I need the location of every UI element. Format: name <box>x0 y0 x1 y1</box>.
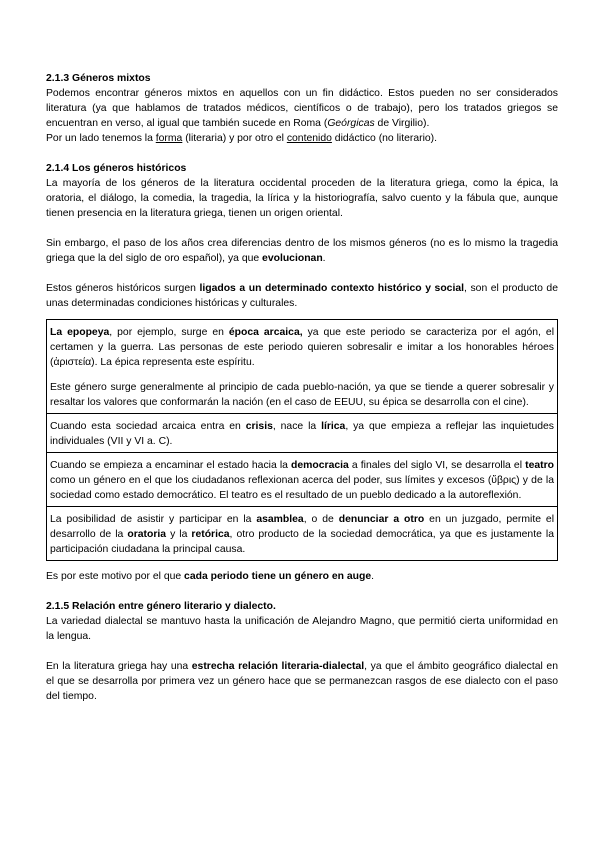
text: Podemos encontrar géneros mixtos en aquellos con un fin didáctico. Estos pueden no ser considerados literatura (ya que hablamos de tratados médicos, científicos o de trabajo), pero los tratados griegos se encuentran en verso, al igual que también sucede en Roma ( <box>46 88 558 129</box>
teatro-text <box>50 458 554 503</box>
bold-retorica: retórica <box>191 529 230 540</box>
bold-epoca-arcaica: época arcaica, <box>228 327 303 338</box>
text: Es por este motivo por el que <box>46 571 185 582</box>
heading-2-1-4: 2.1.4 Los géneros históricos <box>46 163 187 174</box>
paragraph-dialecto-2 <box>46 659 558 704</box>
paragraph-mixtos-1 <box>46 86 558 131</box>
paragraph-mixtos-2 <box>46 131 558 146</box>
text: , ya que el ámbito geográfico dialectal en el que se desarrolla por primera vez un género hace que se permanezcan rasgos de ese dialecto con el paso del tiempo. <box>46 661 558 702</box>
bold-genero-en-auge: cada periodo tiene un género en auge <box>184 571 372 582</box>
text: de Virgilio). <box>374 118 430 129</box>
text: (literaria) y por otro el <box>182 133 287 144</box>
bold-oratoria: oratoria <box>127 529 167 540</box>
genres-table <box>46 319 558 561</box>
heading-2-1-3: 2.1.3 Géneros mixtos <box>46 73 151 84</box>
oratoria-text <box>50 512 554 557</box>
table-row-lirica <box>47 413 557 452</box>
heading-2-1-5: 2.1.5 Relación entre género literario y dialecto. <box>46 601 276 612</box>
bold-democracia: democracia <box>291 460 349 471</box>
paragraph-conclusion <box>46 569 558 584</box>
underlined-forma: forma <box>155 133 183 144</box>
bold-evolucionan: evolucionan <box>262 253 323 264</box>
text: . <box>322 253 326 264</box>
bold-denunciar: denunciar a otro <box>338 514 425 525</box>
text: Sin embargo, el paso de los años crea diferencias dentro de los mismos géneros (no es lo mismo la tragedia griega que la del siglo de oro español), ya que <box>46 238 558 264</box>
underlined-contenido: contenido <box>286 133 332 144</box>
section-2-1-5 <box>46 599 558 704</box>
text: , ya que empieza a reflejar las inquietudes individuales (VII y VI a. C). <box>50 421 555 447</box>
epopeya-text-1 <box>50 325 554 370</box>
text: a finales del siglo VI, se desarrolla el <box>348 460 526 471</box>
text: en un juzgado, permite el desarrollo de la <box>50 514 555 540</box>
text: , otro producto de la sociedad democrática, ya que es justamente la participación ciudadana la principal causa. <box>50 529 554 555</box>
paragraph-dialecto-1: La variedad dialectal se mantuvo hasta la unificación de Alejandro Magno, que permitió cierta uniformidad en la lengua. <box>46 616 558 642</box>
text: En la literatura griega hay una <box>46 661 192 672</box>
document-page <box>46 71 558 704</box>
text: , o de <box>303 514 339 525</box>
bold-asamblea: asamblea <box>256 514 304 525</box>
text: Por un lado tenemos la <box>46 133 156 144</box>
text: Cuando se empieza a encaminar el estado hacia la <box>50 460 292 471</box>
italic-georgicas: Geórgicas <box>327 118 375 129</box>
bold-epopeya: La epopeya <box>50 327 110 338</box>
text: , por ejemplo, surge en <box>109 327 229 338</box>
text: , nace la <box>272 421 322 432</box>
bold-contexto: ligados a un determinado contexto histórico y social <box>199 283 465 294</box>
text: , son el producto de unas determinadas condiciones históricas y culturales. <box>46 283 558 309</box>
epopeya-text-2: Este género surge generalmente al principio de cada pueblo-nación, ya que se tiende a querer sobresalir y resaltar los valores que conformarán la nación (en el caso de EEUU, su épica se desarrolla con el cine). <box>50 382 554 408</box>
text: y la <box>166 529 192 540</box>
paragraph-historicos-1: La mayoría de los géneros de la literatura occidental proceden de la literatura griega, como la épica, la oratoria, el diálogo, la comedia, la tragedia, la lírica y la historiografía, salvo cuento y la fábula que, aunque tienen presencia en la literatura griega, tienen un origen oriental. <box>46 178 558 219</box>
text: como un género en el que los ciudadanos reflexionan acerca del poder, sus límites y excesos (ὕβρις) y de la sociedad como estado democrático. El teatro es el resultado de un pueblo dedicado a la autoreflexión. <box>50 475 554 501</box>
table-row-oratoria <box>47 506 557 560</box>
bold-teatro: teatro <box>525 460 554 471</box>
text: ya que este periodo se caracteriza por el agón, el certamen y la guerra. Las personas de este periodo quieren sobresalir e imitar a los honorables héroes (ἀριστεία). La épica representa este espíritu. <box>50 327 555 368</box>
lirica-text <box>50 419 554 449</box>
paragraph-historicos-2 <box>46 236 558 266</box>
text: La posibilidad de asistir y participar en la <box>50 514 257 525</box>
bold-lirica: lírica <box>321 421 346 432</box>
text: . <box>371 571 375 582</box>
text: didáctico (no literario). <box>331 133 438 144</box>
section-2-1-3 <box>46 71 558 146</box>
section-2-1-4 <box>46 161 558 311</box>
table-row-teatro <box>47 452 557 506</box>
bold-crisis: crisis <box>245 421 273 432</box>
text: Estos géneros históricos surgen <box>46 283 200 294</box>
text: Cuando esta sociedad arcaica entra en <box>50 421 246 432</box>
paragraph-historicos-3 <box>46 281 558 311</box>
table-row-epopeya <box>47 320 557 413</box>
bold-relacion-dialectal: estrecha relación literaria-dialectal <box>191 661 365 672</box>
